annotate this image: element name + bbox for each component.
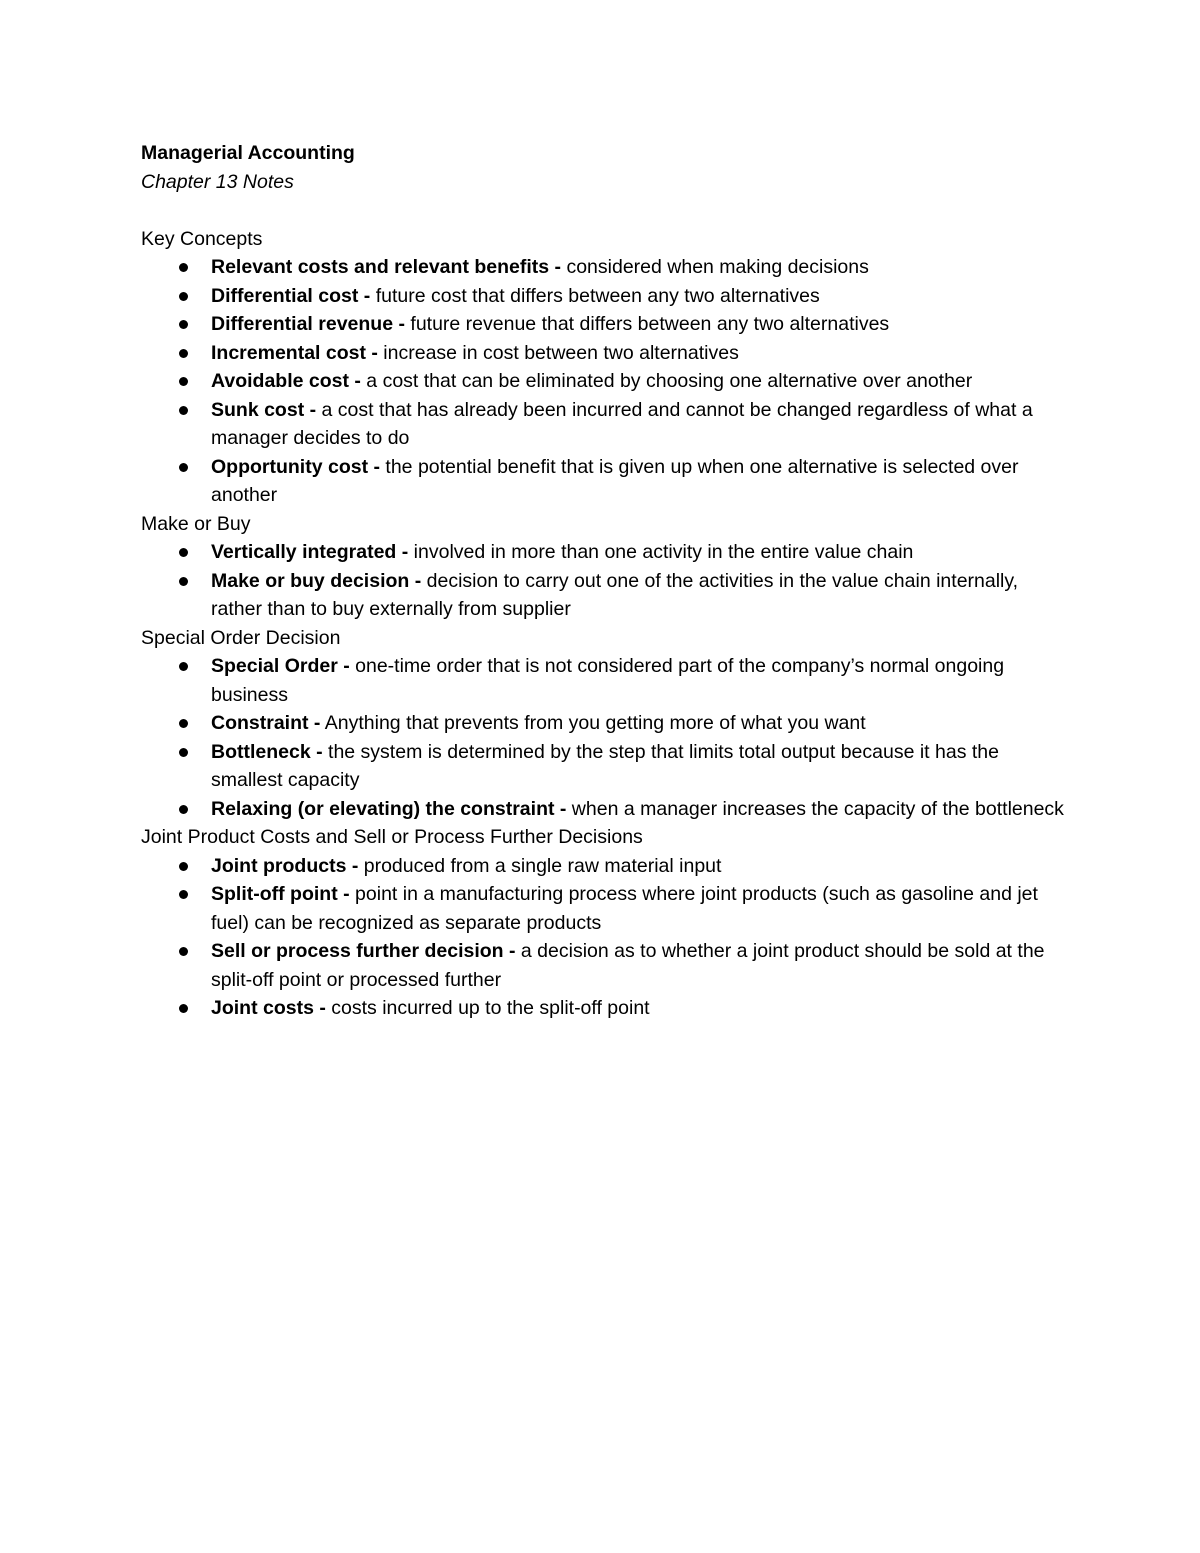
term-label: Joint costs - (211, 997, 326, 1019)
bullet-icon (179, 320, 188, 329)
term-label: Opportunity cost - (211, 455, 380, 478)
term-label: Differential cost - (211, 284, 371, 307)
list-item (141, 567, 1071, 624)
term-definition: point in a manufacturing process where joint products (such as gasoline and jet fuel) can be recognized as separate products (211, 883, 1038, 934)
blank-line (141, 196, 1071, 225)
bullet-icon (179, 263, 188, 272)
term-label: Constraint - (211, 712, 321, 734)
term-definition: increase in cost between two alternatives (377, 341, 739, 364)
bullet-icon (179, 292, 188, 301)
bullet-icon (179, 377, 188, 386)
term-definition: costs incurred up to the split-off point (325, 997, 650, 1019)
section-heading: Special Order Decision (141, 626, 341, 649)
term-label: Vertically integrated - (211, 541, 409, 563)
term-label: Split-off point - (211, 883, 350, 905)
term-definition: a decision as to whether a joint product should be sold at the split-off point or processed further (211, 940, 1045, 991)
term-label: Make or buy decision - (211, 569, 422, 592)
term-definition: the system is determined by the step that limits total output because it has the smallest capacity (211, 740, 999, 791)
list-item (141, 880, 1071, 937)
list-item (141, 538, 1071, 567)
list-item (141, 852, 1071, 881)
section-make-or-buy (141, 510, 1071, 624)
list-item (141, 253, 1071, 282)
term-list (141, 652, 1071, 823)
term-label: Avoidable cost - (211, 370, 361, 392)
term-label: Sunk cost - (211, 398, 317, 421)
document-title: Managerial Accounting (141, 142, 355, 164)
section-heading: Joint Product Costs and Sell or Process Further Decisions (141, 826, 643, 848)
term-definition: the potential benefit that is given up when one alternative is selected over another (211, 455, 1019, 506)
list-item (141, 367, 1071, 396)
term-definition: one-time order that is not considered part of the company’s normal ongoing business (211, 655, 1005, 706)
bullet-icon (179, 890, 188, 899)
term-label: Joint products - (211, 854, 359, 877)
bullet-icon (179, 577, 188, 586)
list-item (141, 339, 1071, 368)
document-subtitle: Chapter 13 Notes (141, 170, 294, 193)
bullet-icon (179, 748, 188, 757)
list-item (141, 396, 1071, 453)
list-item (141, 795, 1071, 824)
term-label: Sell or process further decision - (211, 940, 516, 962)
list-item (141, 652, 1071, 709)
list-item (141, 310, 1071, 339)
term-label: Special Order - (211, 655, 350, 677)
term-definition: Anything that prevents from you getting more of what you want (320, 712, 866, 734)
list-item (141, 738, 1071, 795)
bullet-icon (179, 1004, 188, 1013)
bullet-icon (179, 463, 188, 472)
bullet-icon (179, 662, 188, 671)
bullet-icon (179, 548, 188, 557)
term-definition: involved in more than one activity in the entire value chain (408, 541, 914, 563)
section-joint-product-costs (141, 823, 1071, 1023)
term-list (141, 538, 1071, 624)
list-item (141, 937, 1071, 994)
term-label: Incremental cost - (211, 341, 378, 364)
section-key-concepts (141, 225, 1071, 510)
bullet-icon (179, 349, 188, 358)
term-definition: a cost that can be eliminated by choosing one alternative over another (360, 370, 973, 392)
term-label: Bottleneck - (211, 740, 323, 763)
bullet-icon (179, 947, 188, 956)
term-label: Differential revenue - (211, 313, 405, 335)
term-definition: considered when making decisions (561, 256, 869, 278)
term-list (141, 852, 1071, 1023)
section-heading: Key Concepts (141, 227, 263, 250)
section-special-order-decision (141, 624, 1071, 824)
list-item (141, 994, 1071, 1023)
term-definition: decision to carry out one of the activities in the value chain internally, rather than to buy externally from supplier (211, 569, 1019, 620)
term-definition: when a manager increases the capacity of the bottleneck (566, 797, 1064, 820)
bullet-icon (179, 406, 188, 415)
list-item (141, 453, 1071, 510)
term-definition: future revenue that differs between any two alternatives (404, 313, 890, 335)
term-list (141, 253, 1071, 510)
document-page (141, 139, 1071, 1023)
term-definition: a cost that has already been incurred and cannot be changed regardless of what a manager decides to do (211, 398, 1033, 449)
list-item (141, 709, 1071, 738)
term-label: Relaxing (or elevating) the constraint - (211, 797, 567, 820)
section-heading: Make or Buy (141, 512, 251, 535)
term-definition: future cost that differs between any two alternatives (370, 284, 820, 307)
list-item (141, 282, 1071, 311)
term-label: Relevant costs and relevant benefits - (211, 256, 562, 278)
bullet-icon (179, 719, 188, 728)
bullet-icon (179, 805, 188, 814)
bullet-icon (179, 862, 188, 871)
term-definition: produced from a single raw material input (358, 854, 722, 877)
